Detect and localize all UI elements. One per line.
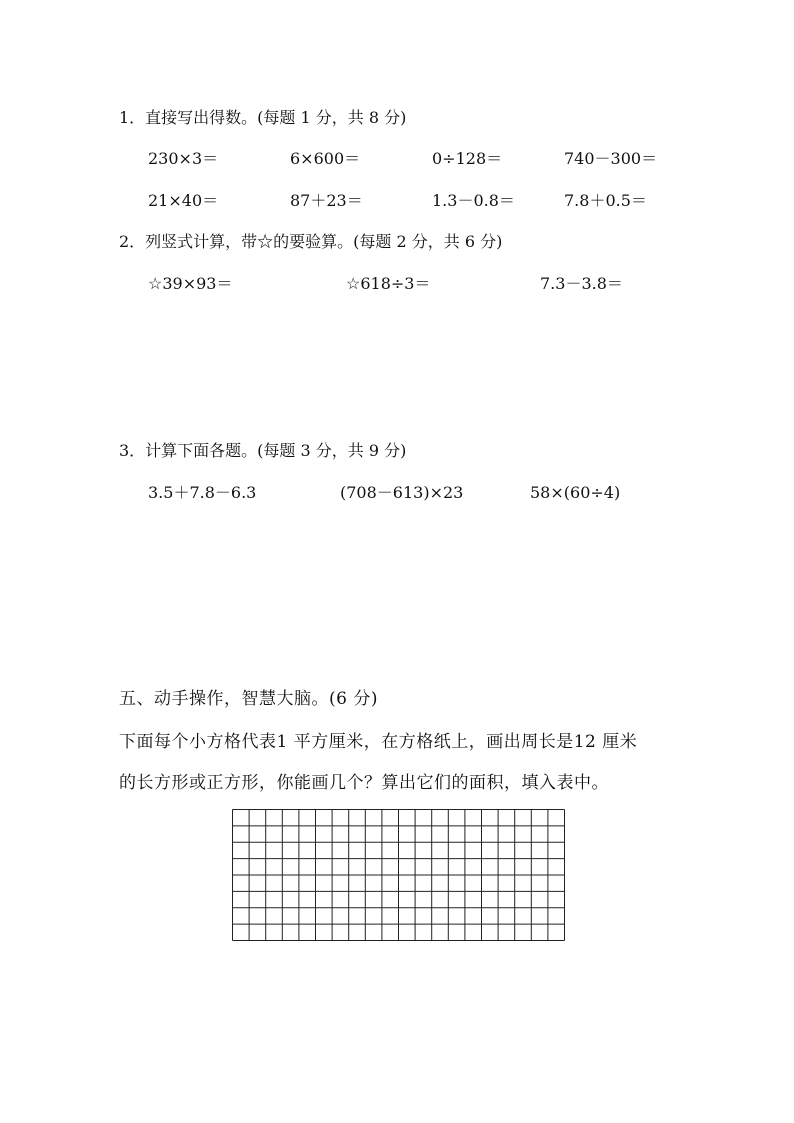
square-grid-paper[interactable] [232, 809, 565, 941]
q1-expression: 1.3－0.8＝ [432, 191, 515, 210]
q2-expression: ☆618÷3＝ [346, 274, 431, 293]
q1-heading: 1．直接写出得数。(每题 1 分，共 8 分) [119, 108, 407, 127]
q1-expression: 740－300＝ [564, 149, 658, 168]
q2-heading: 2．列竖式计算，带☆的要验算。(每题 2 分，共 6 分) [119, 232, 503, 251]
q1-expression: 7.8＋0.5＝ [564, 191, 647, 210]
q3-heading: 3．计算下面各题。(每题 3 分，共 9 分) [119, 441, 407, 460]
section5-instruction-line2: 的长方形或正方形，你能画几个？算出它们的面积，填入表中。 [119, 773, 609, 793]
q2-expression: ☆39×93＝ [148, 274, 233, 293]
grid-svg[interactable] [232, 809, 565, 941]
q1-expression: 87＋23＝ [290, 191, 363, 210]
q1-expression: 21×40＝ [148, 191, 219, 210]
q3-expression: (708－613)×23 [340, 483, 464, 502]
q3-expression: 58×(60÷4) [530, 483, 621, 502]
q1-expression: 6×600＝ [290, 149, 361, 168]
q1-expression: 230×3＝ [148, 149, 219, 168]
q1-expression: 0÷128＝ [432, 149, 503, 168]
q3-expression: 3.5＋7.8－6.3 [148, 483, 257, 502]
q2-expression: 7.3－3.8＝ [540, 274, 623, 293]
section5-heading: 五、动手操作，智慧大脑。(6 分) [119, 689, 378, 709]
section5-instruction-line1: 下面每个小方格代表1 平方厘米，在方格纸上，画出周长是12 厘米 [119, 732, 638, 752]
